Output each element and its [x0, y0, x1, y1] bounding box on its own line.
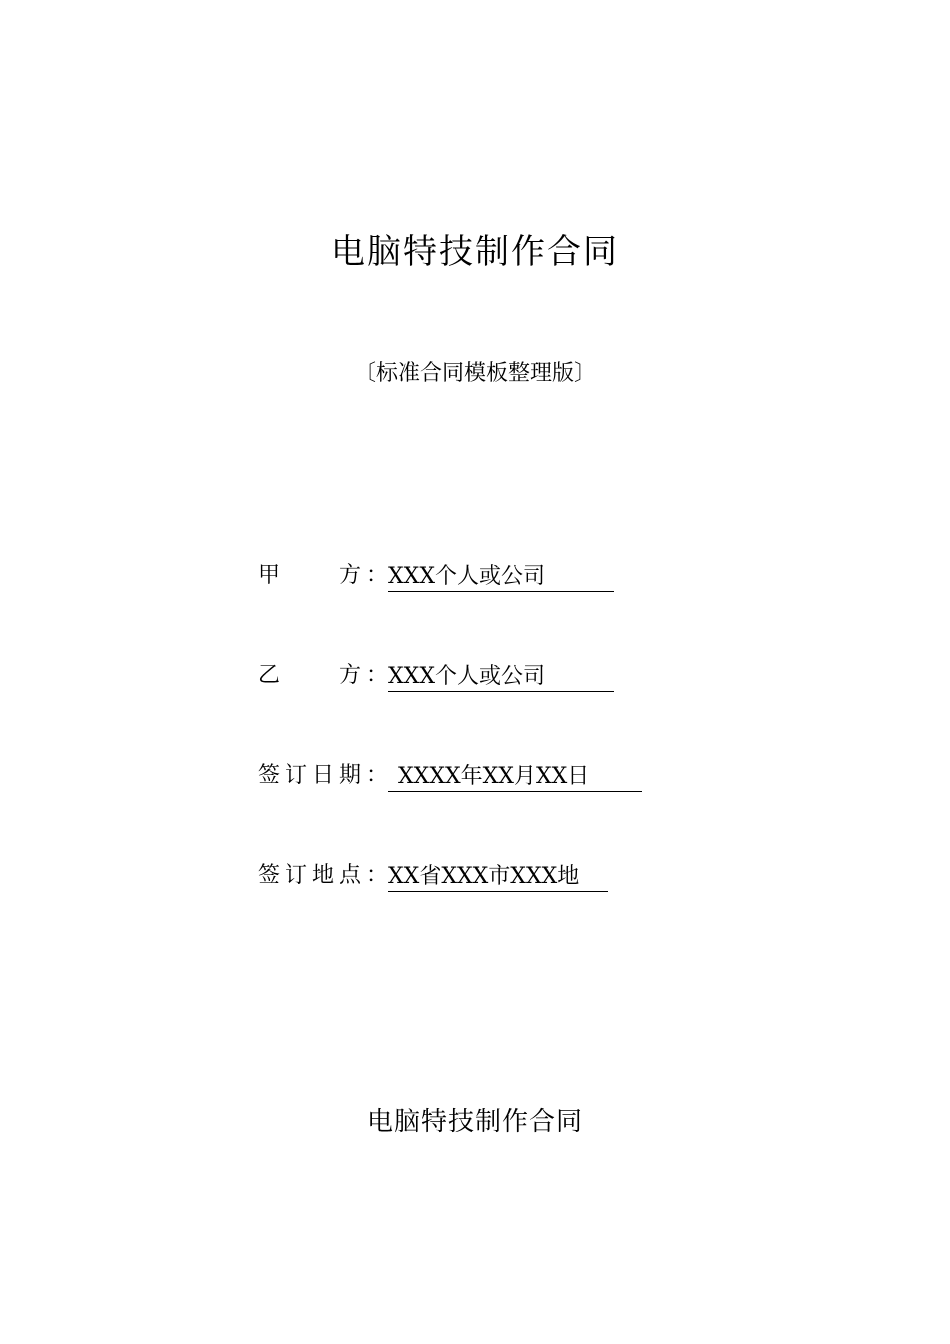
party-a-label: 甲 方： [258, 563, 388, 588]
document-subtitle: 〔标准合同模板整理版〕 [353, 361, 596, 386]
party-b-field [258, 656, 614, 692]
signing-place-label: 签订地点： [258, 863, 388, 888]
body-heading: 电脑特技制作合同 [366, 1107, 583, 1137]
document-title: 电脑特技制作合同 [331, 232, 619, 272]
party-b-label: 乙 方： [258, 663, 388, 688]
signing-date-field [258, 756, 642, 792]
party-b-value: XXX个人或公司 [388, 663, 614, 692]
signing-place-field [258, 856, 608, 892]
signing-date-value: XXXX年XX月XX日 [388, 763, 642, 792]
party-a-value: XXX个人或公司 [388, 563, 614, 592]
signing-date-label: 签订日期： [258, 763, 388, 788]
party-a-field [258, 556, 614, 592]
signing-place-value: XX省XXX市XXX地 [388, 863, 608, 892]
